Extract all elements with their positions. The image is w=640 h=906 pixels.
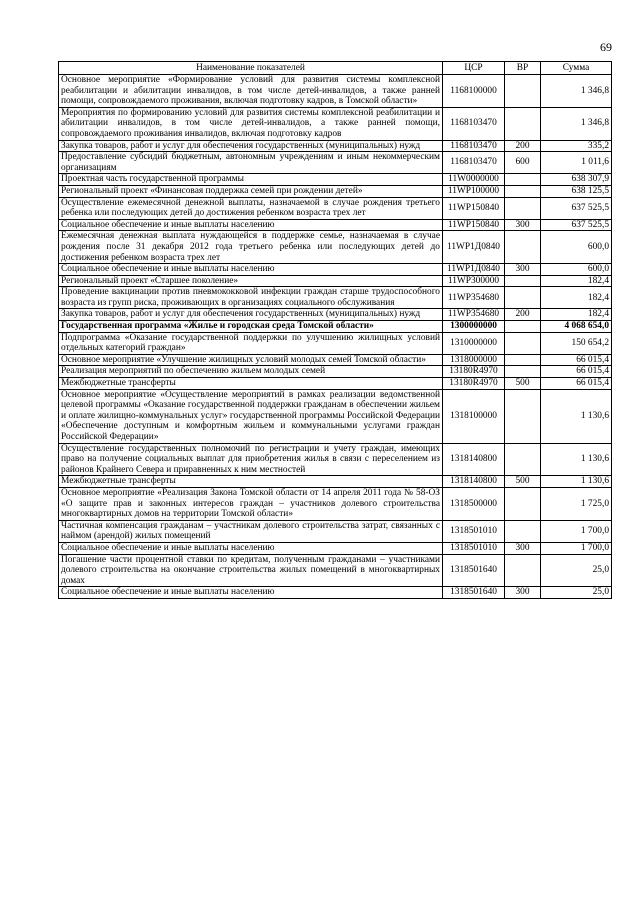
table-row — [59, 587, 612, 599]
table-row — [59, 264, 612, 276]
row-code: 1168103470 — [443, 152, 505, 174]
row-code: 11WP1Д0840 — [443, 231, 505, 264]
row-amount: 335,2 — [541, 140, 612, 152]
row-vr — [505, 321, 541, 333]
row-vr — [505, 287, 541, 309]
row-code: 11WP150840 — [443, 219, 505, 231]
row-amount: 637 525,5 — [541, 219, 612, 231]
row-code: 1310000000 — [443, 332, 505, 354]
row-amount: 150 654,2 — [541, 332, 612, 354]
table-row — [59, 231, 612, 264]
row-code: 1318140800 — [443, 443, 505, 476]
header-code: ЦСР — [443, 62, 505, 75]
row-code: 1318140800 — [443, 476, 505, 488]
row-vr: 300 — [505, 542, 541, 554]
row-vr — [505, 332, 541, 354]
table-row — [59, 174, 612, 186]
row-name: Межбюджетные трансферты — [59, 378, 443, 390]
row-name: Ежемесячная денежная выплата нуждающейся в поддержке семье, назначаемая в случае рождения после 31 декабря 2012 года третьего ребенка или последующих детей до достижения ребенком возраста трех лет — [59, 231, 443, 264]
row-name: Основное мероприятие «Реализация Закона Томской области от 14 апреля 2011 года № 58-ОЗ «О защите прав и законных интересов граждан – участников долевого строительства многоквартирных домов на территории Томской области» — [59, 487, 443, 520]
row-amount: 638 307,9 — [541, 174, 612, 186]
row-vr: 200 — [505, 140, 541, 152]
page-number: 69 — [600, 40, 612, 54]
row-code: 11W0000000 — [443, 174, 505, 186]
row-vr — [505, 443, 541, 476]
row-name: Закупка товаров, работ и услуг для обеспечения государственных (муниципальных) нужд — [59, 140, 443, 152]
row-name: Социальное обеспечение и иные выплаты населению — [59, 219, 443, 231]
table-row — [59, 554, 612, 587]
table-row — [59, 487, 612, 520]
row-name: Социальное обеспечение и иные выплаты населению — [59, 264, 443, 276]
row-amount: 25,0 — [541, 587, 612, 599]
row-amount: 182,4 — [541, 309, 612, 321]
row-code: 11WP1Д0840 — [443, 264, 505, 276]
table-row — [59, 197, 612, 219]
budget-table — [58, 61, 612, 599]
row-amount: 66 015,4 — [541, 366, 612, 378]
row-vr: 500 — [505, 378, 541, 390]
header-amount: Сумма — [541, 62, 612, 75]
row-code: 13180R4970 — [443, 366, 505, 378]
row-code: 1318501640 — [443, 554, 505, 587]
row-code: 1318501010 — [443, 520, 505, 542]
row-name: Государственная программа «Жилье и городская среда Томской области» — [59, 321, 443, 333]
row-name: Проектная часть государственной программы — [59, 174, 443, 186]
row-name: Основное мероприятие «Формирование условий для развития системы комплексной реабилитации и абилитации инвалидов, в том числе детей-инвалидов, а также ранней помощи, сопровождаемого проживания, включая подготовку кадров, в Томской области» — [59, 75, 443, 108]
row-name: Основное мероприятие «Улучшение жилищных условий молодых семей Томской области» — [59, 354, 443, 366]
row-code: 1168103470 — [443, 140, 505, 152]
row-code: 1168103470 — [443, 107, 505, 140]
row-vr — [505, 389, 541, 443]
table-row — [59, 366, 612, 378]
table-row — [59, 309, 612, 321]
table-row — [59, 354, 612, 366]
row-vr — [505, 275, 541, 287]
row-vr — [505, 520, 541, 542]
row-vr — [505, 231, 541, 264]
row-code: 1300000000 — [443, 321, 505, 333]
row-code: 1318000000 — [443, 354, 505, 366]
table-row — [59, 443, 612, 476]
row-name: Региональный проект «Финансовая поддержка семей при рождении детей» — [59, 185, 443, 197]
row-code: 11WP354680 — [443, 309, 505, 321]
row-vr: 300 — [505, 587, 541, 599]
row-code: 11WP100000 — [443, 185, 505, 197]
table-row — [59, 107, 612, 140]
row-code: 1318100000 — [443, 389, 505, 443]
row-amount: 1 346,8 — [541, 75, 612, 108]
row-name: Межбюджетные трансферты — [59, 476, 443, 488]
row-code: 1318501010 — [443, 542, 505, 554]
table-row — [59, 476, 612, 488]
table-row — [59, 389, 612, 443]
row-vr: 500 — [505, 476, 541, 488]
table-row — [59, 75, 612, 108]
row-name: Осуществление государственных полномочий по регистрации и учету граждан, имеющих право на получение социальных выплат для приобретения жилья в связи с переселением из районов Крайнего Севера и приравненных к ним местностей — [59, 443, 443, 476]
row-code: 1318501640 — [443, 587, 505, 599]
row-vr: 600 — [505, 152, 541, 174]
row-vr — [505, 366, 541, 378]
row-vr — [505, 75, 541, 108]
row-amount: 66 015,4 — [541, 354, 612, 366]
table-row — [59, 378, 612, 390]
row-name: Региональный проект «Старшее поколение» — [59, 275, 443, 287]
header-row — [59, 62, 612, 75]
table-row — [59, 140, 612, 152]
row-amount: 1 130,6 — [541, 476, 612, 488]
table-row — [59, 152, 612, 174]
table-header — [59, 62, 612, 75]
header-name: Наименование показателей — [59, 62, 443, 75]
row-name: Реализация мероприятий по обеспечению жильем молодых семей — [59, 366, 443, 378]
table-row — [59, 185, 612, 197]
table-row — [59, 219, 612, 231]
row-vr — [505, 107, 541, 140]
row-code: 11WP354680 — [443, 287, 505, 309]
row-vr: 200 — [505, 309, 541, 321]
row-vr — [505, 554, 541, 587]
row-code: 11WP150840 — [443, 197, 505, 219]
row-vr — [505, 197, 541, 219]
row-amount: 637 525,5 — [541, 197, 612, 219]
row-vr — [505, 354, 541, 366]
row-name: Подпрограмма «Оказание государственной поддержки по улучшению жилищных условий отдельных категорий граждан» — [59, 332, 443, 354]
row-name: Мероприятия по формированию условий для развития системы комплексной реабилитации и абилитации инвалидов, в том числе детей-инвалидов, а также ранней помощи, сопровождаемого проживания инвалидов, включая подготовку кадров — [59, 107, 443, 140]
row-vr: 300 — [505, 264, 541, 276]
row-name: Закупка товаров, работ и услуг для обеспечения государственных (муниципальных) нужд — [59, 309, 443, 321]
row-code: 1318500000 — [443, 487, 505, 520]
row-amount: 66 015,4 — [541, 378, 612, 390]
row-name: Проведение вакцинации против пневмококковой инфекции граждан старше трудоспособного возраста из групп риска, проживающих в организациях социального обслуживания — [59, 287, 443, 309]
row-vr: 300 — [505, 219, 541, 231]
row-amount: 1 700,0 — [541, 542, 612, 554]
row-amount: 1 130,6 — [541, 389, 612, 443]
row-amount: 25,0 — [541, 554, 612, 587]
row-amount: 182,4 — [541, 275, 612, 287]
row-amount: 1 700,0 — [541, 520, 612, 542]
row-amount: 1 011,6 — [541, 152, 612, 174]
table-row — [59, 520, 612, 542]
row-amount: 1 346,8 — [541, 107, 612, 140]
row-amount: 182,4 — [541, 287, 612, 309]
row-name: Погашение части процентной ставки по кредитам, полученным гражданами – участниками долевого строительства на окончание строительства жилых помещений в многоквартирных домах — [59, 554, 443, 587]
table-row — [59, 321, 612, 333]
row-code: 11WP300000 — [443, 275, 505, 287]
row-amount: 1 130,6 — [541, 443, 612, 476]
row-amount: 4 068 654,0 — [541, 321, 612, 333]
row-vr — [505, 185, 541, 197]
table-body — [59, 75, 612, 599]
row-vr — [505, 487, 541, 520]
row-amount: 638 125,5 — [541, 185, 612, 197]
row-amount: 600,0 — [541, 231, 612, 264]
row-code: 1168100000 — [443, 75, 505, 108]
row-name: Осуществление ежемесячной денежной выплаты, назначаемой в случае рождения третьего ребенка или последующих детей до достижения ребенком возраста трех лет — [59, 197, 443, 219]
row-vr — [505, 174, 541, 186]
row-name: Основное мероприятие «Осуществление мероприятий в рамках реализации ведомственной целевой программы «Оказание государственной поддержки гражданам в обеспечении жильем и оплате жилищно-коммунальных услуг» государственной программы Российской Федерации «Обеспечение доступным и комфортным жильем и коммунальными услугами граждан Российской Федерации» — [59, 389, 443, 443]
table-row — [59, 542, 612, 554]
table-row — [59, 275, 612, 287]
row-code: 13180R4970 — [443, 378, 505, 390]
row-amount: 1 725,0 — [541, 487, 612, 520]
header-vr: ВР — [505, 62, 541, 75]
table-row — [59, 287, 612, 309]
row-name: Социальное обеспечение и иные выплаты населению — [59, 587, 443, 599]
row-name: Частичная компенсация гражданам – участникам долевого строительства затрат, связанных с наймом (арендой) жилых помещений — [59, 520, 443, 542]
row-name: Социальное обеспечение и иные выплаты населению — [59, 542, 443, 554]
table-row — [59, 332, 612, 354]
row-name: Предоставление субсидий бюджетным, автономным учреждениям и иным некоммерческим организациям — [59, 152, 443, 174]
row-amount: 600,0 — [541, 264, 612, 276]
